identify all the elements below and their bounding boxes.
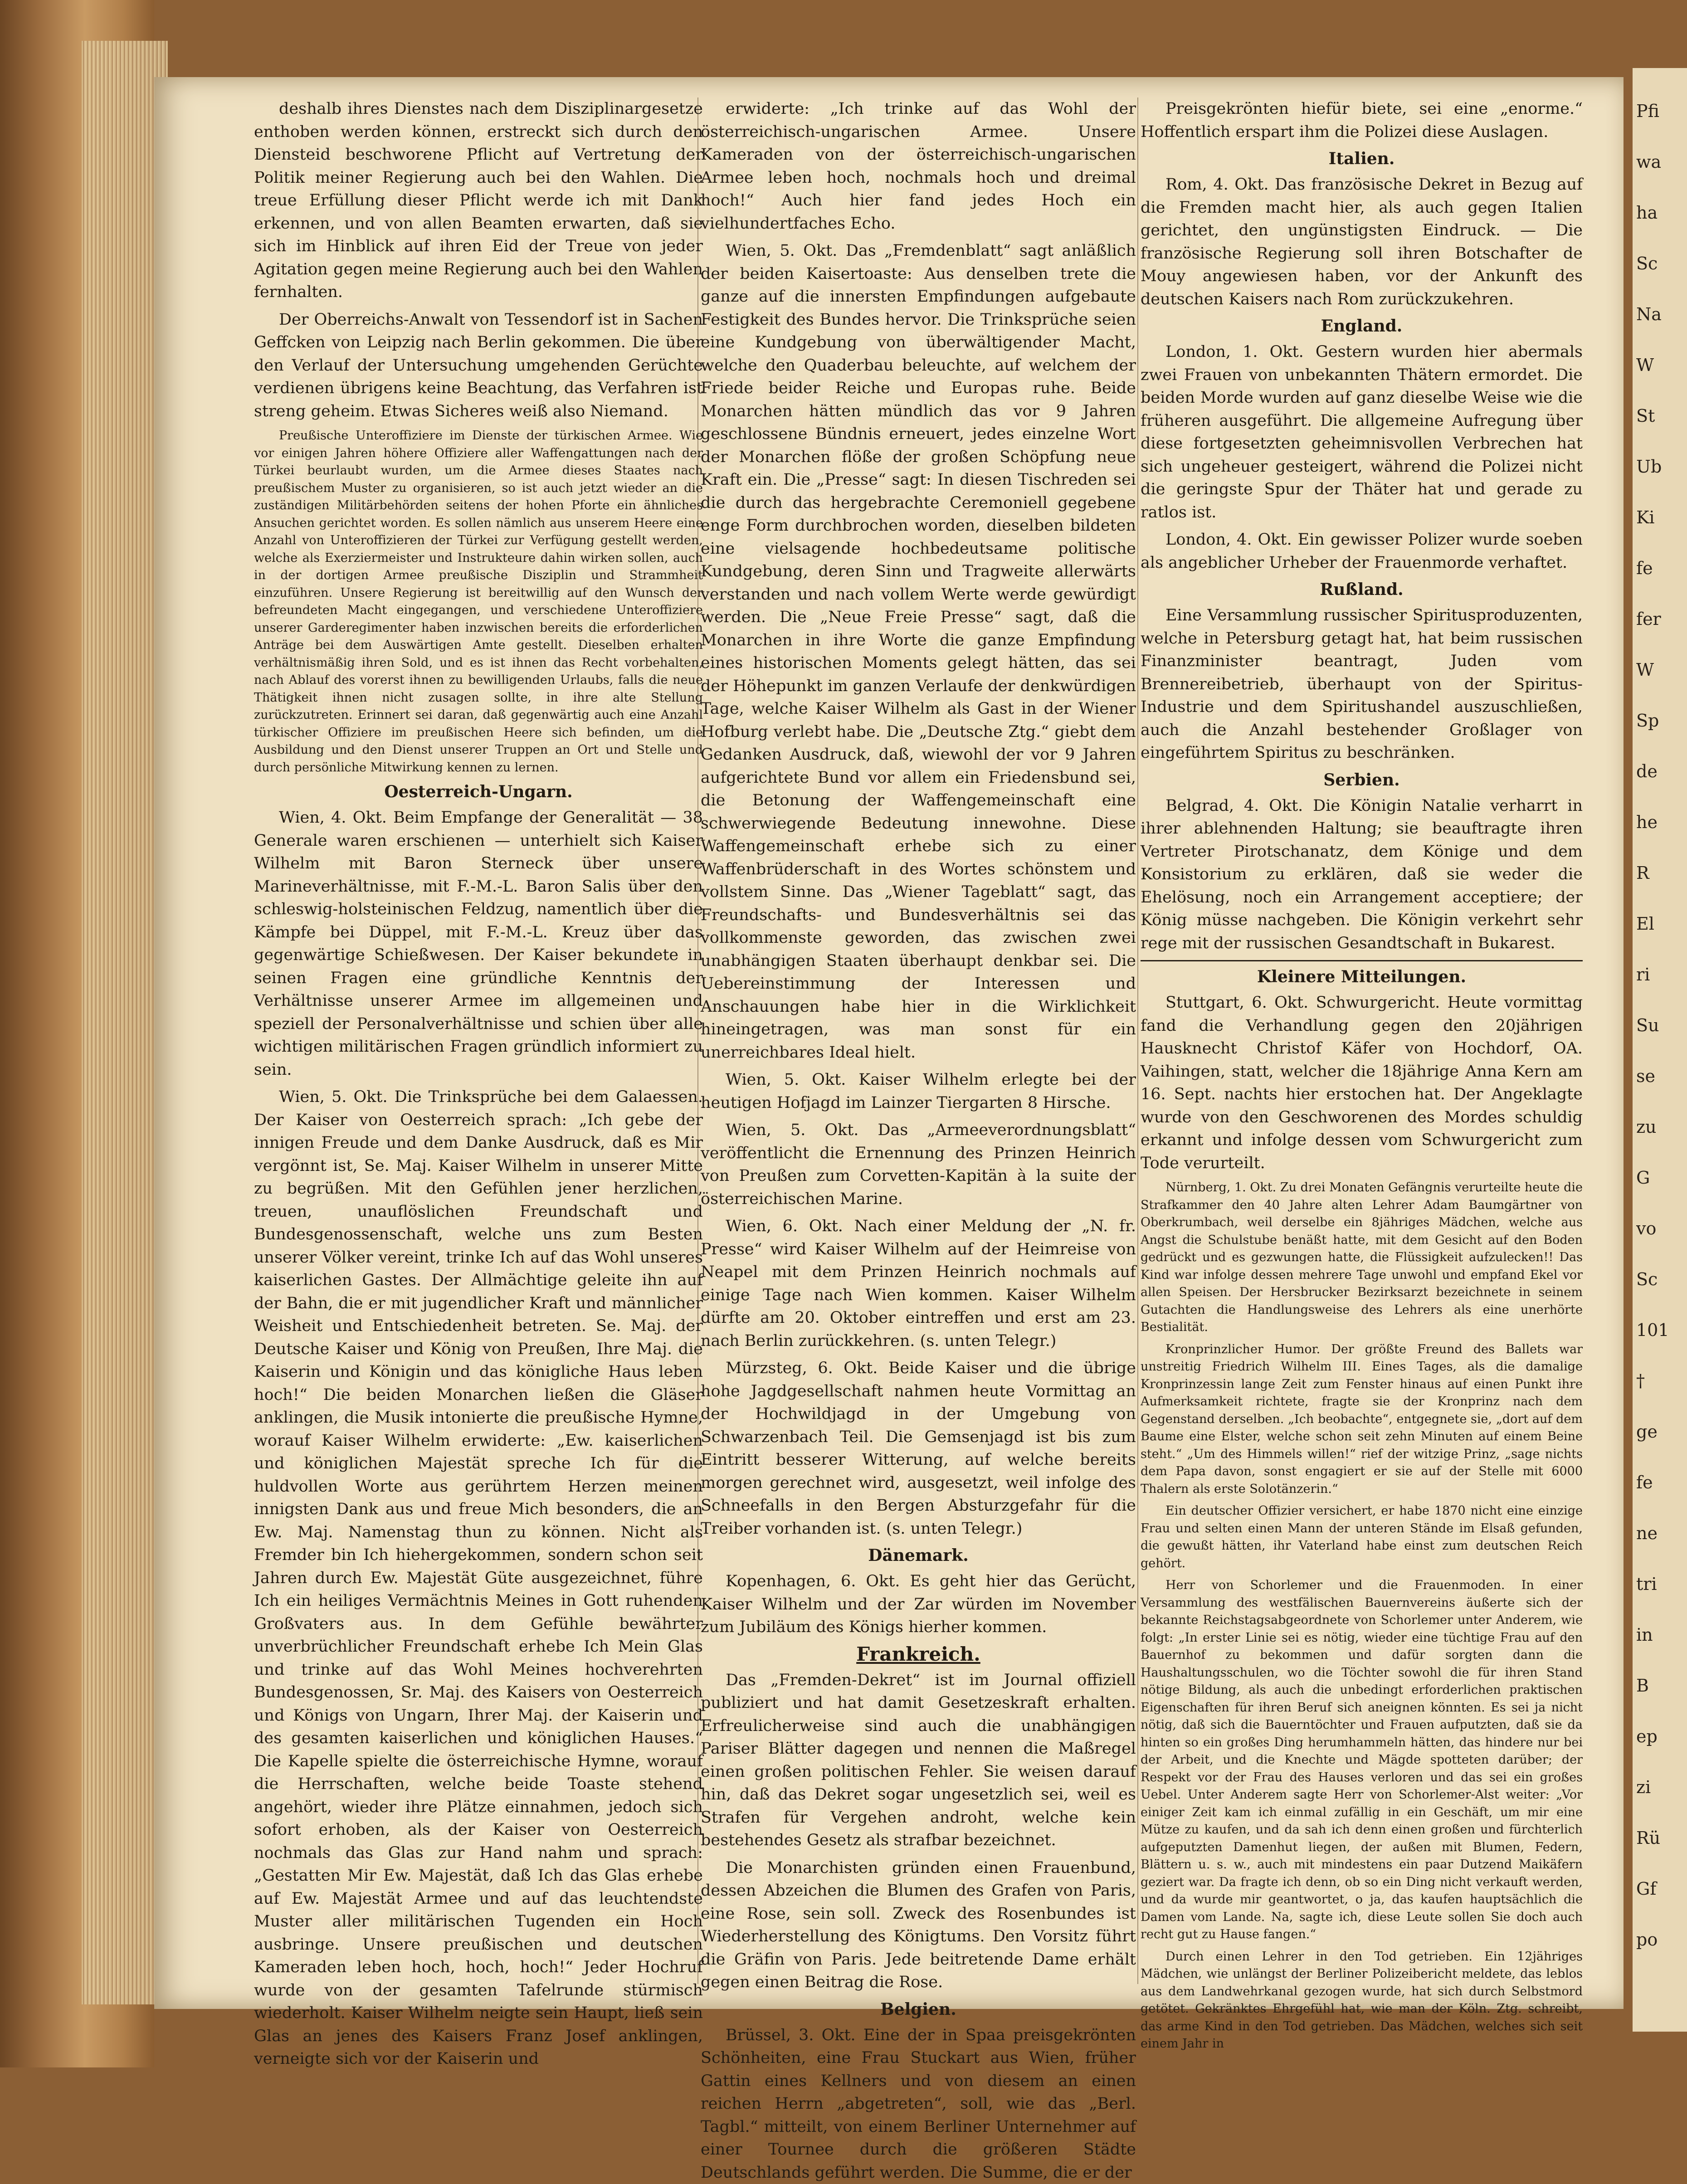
article-paragraph: Mürzsteg, 6. Okt. Beide Kaiser und die übrige hohe Jagdgesellschaft nahmen heute Vormittag an der Hochwildjagd in der Umgebung von Schwarzenbach Teil. Die Gemsenjagd ist bis zum Eintritt besserer Witterung, auf welche bereits morgen gerechnet wird, ausgesetzt, weil infolge des Schneefalls in den Bergen Absturzgefahr für die Treiber vorhanden ist. (s. unten Telegr.): [701, 1357, 1136, 1540]
edge-fragment: B: [1636, 1674, 1649, 1697]
edge-fragment: se: [1636, 1065, 1655, 1087]
article-paragraph: London, 4. Okt. Ein gewisser Polizer wurde soeben als angeblicher Urheber der Frauenmorde verhaftet.: [1141, 528, 1583, 574]
article-paragraph: Wien, 4. Okt. Beim Empfange der Generalität — 38 Generale waren erschienen — unterhielt sich Kaiser Wilhelm mit Baron Sterneck über unsere Marineverhältnisse, mit F.-M.-L. Baron Salis über den schleswig-holsteinischen Feldzug, namentlich über die Kämpfe bei Düppel, mit F.-M.-L. Kreuz über das gegenwärtige Schießwesen. Der Kaiser bekundete in seinen Fragen eine gründliche Kenntnis der Verhältnisse unserer Armee im allgemeinen und speziell der Personalverhältnisse und schien über alle wichtigen militärischen Fragen gründlich informiert zu sein.: [254, 806, 703, 1081]
article-paragraph: Eine Versammlung russischer Spiritusproduzenten, welche in Petersburg getagt hat, hat beim russischen Finanzminister beantragt, Juden vom Brennereibetrieb, überhaupt von der Spiritus-Industrie und dem Spiritushandel auszuschließen, auch die Anzahl bestehender Großlager von eingeführtem Spiritus zu beschränken.: [1141, 604, 1583, 765]
article-paragraph: Wien, 5. Okt. Die Trinksprüche bei dem Galaessen. Der Kaiser von Oesterreich sprach: „Ich gebe der innigen Freude und dem Danke Ausdruck, daß es Mir vergönnt ist, Se. Maj. Kaiser Wilhelm in unserer Mitte zu begrüßen. Mit den Gefühlen jener herzlichen, treuen, unauflöslichen Freundschaft und Bundesgenossenschaft, welche uns zum Besten unserer Völker vereint, trinke Ich auf das Wohl unseres kaiserlichen Gastes. Der Allmächtige geleite ihn auf der Bahn, die er mit jugendlicher Kraft und männlicher Weisheit und Entschiedenheit betreten. Se. Maj. der Deutsche Kaiser und König von Preußen, Ihre Maj. die Kaiserin und Königin und das königliche Haus leben hoch!“ Die beiden Monarchen ließen die Gläser anklingen, die Musik intonierte die preußische Hymne, worauf Kaiser Wilhelm erwiderte: „Ew. kaiserlichen und königlichen Majestät spreche Ich für die huldvollen Worte aus gerührtem Herzen meinen innigsten Dank aus und freue Mich besonders, die an Ew. Maj. Namenstag thun zu können. Nicht als Fremder bin Ich hiehergekommen, sondern schon seit Jahren durch Ew. Majestät Güte ausgezeichnet, führe Ich ein heiliges Vermächtnis Meines in Gott ruhenden Großvaters aus. In dem Gefühle bewährter unverbrüchlicher Freundschaft erhebe Ich Mein Glas und trinke auf das Wohl Meines hochverehrten Bundesgenossen, Sr. Maj. des Kaisers von Oesterreich und Königs von Ungarn, Ihrer Maj. der Kaiserin und des gesamten kaiserlichen und königlichen Hauses.“ Die Kapelle spielte die österreichische Hymne, worauf die Herrschaften, welche beide Toaste stehend angehört, wieder ihre Plätze einnahmen, jedoch sich sofort erhoben, als der Kaiser von Oesterreich nochmals das Glas zur Hand nahm und sprach: „Gestatten Mir Ew. Majestät, daß Ich das Glas erhebe auf Ew. Majestät Armee und auf das leuchtendste Muster aller militärischen Tugenden ein Hoch ausbringe. Unsere preußischen und deutschen Kameraden leben hoch, hoch, hoch!“ Jeder Hochruf wurde von der gesamten Tafelrunde stürmisch wiederholt. Kaiser Wilhelm neigte sein Haupt, ließ sein Glas an jenes des Kaisers Franz Josef anklingen, verneigte sich vor der Kaiserin und: [254, 1086, 703, 2071]
edge-fragment: po: [1636, 1928, 1658, 1951]
article-paragraph: Das „Fremden-Dekret“ ist im Journal offiziell publiziert und hat damit Gesetzeskraft erhalten. Erfreulicherweise sind auch die unabhängigen Pariser Blätter dagegen und nennen die Maßregel einen großen politischen Fehler. Sie weisen darauf hin, daß das Dekret sogar ungesetzlich sei, weil es Strafen für Vergehen androht, welche kein bestehendes Gesetz als strafbar bezeichnet.: [701, 1669, 1136, 1852]
edge-fragment: Sc: [1636, 252, 1658, 275]
column-2: [701, 98, 1136, 1984]
article-paragraph: Ein deutscher Offizier versichert, er habe 1870 nicht eine einzige Frau und selten einen Mann der unteren Stände im Elsaß gefunden, die gewußt hätten, ihr Vaterland habe einst zum deutschen Reich gehört.: [1141, 1502, 1583, 1572]
edge-fragment: he: [1636, 811, 1658, 834]
section-heading: Belgien.: [701, 1999, 1136, 2020]
edge-fragment: †: [1636, 1370, 1645, 1392]
article-paragraph: Stuttgart, 6. Okt. Schwurgericht. Heute vormittag fand die Verhandlung gegen den 20jährigen Hausknecht Christof Käfer von Hochdorf, OA. Vaihingen, statt, welcher die 18jährige Anna Kern am 16. Sept. nachts hier erstochen hat. Der Angeklagte wurde von den Geschworenen des Mordes schuldig erkannt und infolge dessen vom Schwurgericht zum Tode verurteilt.: [1141, 991, 1583, 1175]
section-heading: England.: [1141, 315, 1583, 337]
column-rule: [1137, 98, 1138, 1984]
section-heading: Serbien.: [1141, 769, 1583, 791]
section-heading: Oesterreich-Ungarn.: [254, 781, 703, 803]
edge-fragment: Su: [1636, 1014, 1659, 1037]
article-paragraph: Wien, 6. Okt. Nach einer Meldung der „N. fr. Presse“ wird Kaiser Wilhelm auf der Heimreise von Neapel mit dem Prinzen Heinrich nochmals auf einige Tage nach Wien kommen. Kaiser Wilhelm dürfte am 20. Oktober eintreffen und erst am 23. nach Berlin zurückkehren. (s. unten Telegr.): [701, 1215, 1136, 1352]
edge-fragment: W: [1636, 354, 1654, 376]
edge-fragment: vo: [1636, 1217, 1656, 1240]
article-paragraph: Preußische Unteroffiziere im Dienste der türkischen Armee. Wie vor einigen Jahren höhere Offiziere aller Waffengattungen nach der Türkei beurlaubt wurden, um die Armee dieses Staates nach preußischem Muster zu organisieren, so ist auch jetzt wieder an die zuständigen Militärbehörden seitens der hohen Pforte ein ähnliches Ansuchen gerichtet worden. Es sollen nämlich aus unserem Heere eine Anzahl von Unteroffizieren der Türkei zur Verfügung gestellt werden, welche als Exerziermeister und Instrukteure dahin wirken sollen, auch in der dortigen Armee preußische Disziplin und Strammheit einzuführen. Unsere Regierung ist bereitwillig auf den Wunsch der befreundeten Macht eingegangen, und verschiedene Unteroffiziere unserer Garderegimenter haben inzwischen bereits die erforderlichen Anträge bei dem Auswärtigen Amte gestellt. Dieselben erhalten verhältnismäßig ihren Sold, und es ist ihnen das Recht vorbehalten, nach Ablauf des vorerst ihnen zu bewilligenden Urlaubs, falls die neue Thätigkeit ihnen nicht zusagen sollte, in ihre alte Stellung zurückzutreten. Erinnert sei daran, daß gegenwärtig auch eine Anzahl türkischer Offiziere im preußischen Heere sich befinden, um die Ausbildung und den Dienst unserer Truppen an Ort und Stelle und durch persönliche Mitwirkung kennen zu lernen.: [254, 427, 703, 776]
article-paragraph: Wien, 5. Okt. Das „Fremdenblatt“ sagt anläßlich der beiden Kaisertoaste: Aus denselben trete die ganze auf die innersten Empfindungen aufgebaute Festigkeit des Bundes hervor. Die Trinksprüche seien eine Kundgebung von überwältigender Macht, welche den Quaderbau beleuchte, auf welchem der Friede beider Reiche und Europas ruhe. Beide Monarchen hätten mündlich das vor 9 Jahren geschlossene Bündnis erneuert, jedes einzelne Wort der Monarchen flöße der großen Schöpfung neue Kraft ein. Die „Presse“ sagt: In diesen Tischreden sei die durch das hergebrachte Ceremoniell gegebene enge Form durchbrochen worden, dieselben bildeten eine vielsagende hochbedeutsame politische Kundgebung, deren Sinn und Tragweite allerwärts verstanden und nach vollem Werte werde gewürdigt werden. Die „Neue Freie Presse“ sagt, daß die Monarchen in ihre Worte die ganze Empfindung eines historischen Moments gelegt hätten, das sei der Höhepunkt im ganzen Verlaufe der denkwürdigen Tage, welche Kaiser Wilhelm als Gast in der Wiener Hofburg verlebt habe. Die „Deutsche Ztg.“ giebt dem Gedanken Ausdruck, daß, wiewohl der vor 9 Jahren aufgerichtete Bund vor allem ein Friedensbund sei, die Betonung der Waffengemeinschaft eine schwerwiegende Bedeutung innewohne. Diese Waffengemeinschaft erhebe sich zu einer Waffenbrüderschaft in des Wortes schönstem und vollstem Sinne. Das „Wiener Tageblatt“ sagt, das Freundschafts- und Bundesverhältnis sei das vollkommenste geworden, das zwischen zwei unabhängigen Staaten überhaupt denkbar sei. Die Uebereinstimmung der Interessen und Anschauungen habe hier in die Wirklichkeit hineingetragen, was man sonst für ein unerreichbares Ideal hielt.: [701, 239, 1136, 1064]
edge-fragment: zu: [1636, 1116, 1657, 1138]
edge-fragment: 101: [1636, 1319, 1669, 1341]
article-paragraph: Kronprinzlicher Humor. Der größte Freund des Ballets war unstreitig Friedrich Wilhelm III. Eines Tages, als die damalige Kronprinzessin lange Zeit zum Fenster hinaus auf einen Punkt ihre Aufmerksamkeit richtete, fragte sie der Kronprinz nach dem Gegenstand derselben. „Ich beobachte“, entgegnete sie, „dort auf dem Baume eine Elster, welche schon seit zehn Minuten auf einem Beine steht.“ „Um des Himmels willen!“ rief der witzige Prinz, „sage nichts dem Papa davon, sonst engagiert er sie auf der Stelle mit 6000 Thalern als erste Solotänzerin.“: [1141, 1341, 1583, 1498]
edge-fragment: St: [1636, 405, 1655, 427]
section-heading: Rußland.: [1141, 579, 1583, 600]
section-divider: [1141, 960, 1583, 961]
edge-fragment: Ub: [1636, 455, 1662, 478]
edge-fragment: El: [1636, 912, 1654, 935]
edge-fragment: G: [1636, 1166, 1650, 1189]
edge-fragment: wa: [1636, 151, 1661, 173]
edge-fragment: fer: [1636, 608, 1661, 630]
article-paragraph: Wien, 5. Okt. Kaiser Wilhelm erlegte bei der heutigen Hofjagd im Lainzer Tiergarten 8 Hirsche.: [701, 1068, 1136, 1114]
article-paragraph: Kopenhagen, 6. Okt. Es geht hier das Gerücht, Kaiser Wilhelm und der Zar würden im November zum Jubiläum des Königs hierher kommen.: [701, 1570, 1136, 1639]
section-heading: Italien.: [1141, 148, 1583, 170]
edge-fragment: fe: [1636, 557, 1653, 580]
section-heading: Kleinere Mitteilungen.: [1141, 966, 1583, 988]
edge-fragment: R: [1636, 862, 1649, 884]
article-paragraph: Belgrad, 4. Okt. Die Königin Natalie verharrt in ihrer ablehnenden Haltung; sie beauftragte ihren Vertreter Pirotschanatz, dem Könige und dem Konsistorium zu erklären, daß sie weder die Ehelösung, noch ein Arrangement acceptiere; der König müsse nachgeben. Die Königin verkehrt sehr rege mit der russischen Gesandtschaft in Bukarest.: [1141, 795, 1583, 955]
edge-fragment: zi: [1636, 1776, 1651, 1799]
article-paragraph: erwiderte: „Ich trinke auf das Wohl der österreichisch-ungarischen Armee. Unsere Kameraden von der österreichisch-ungarischen Armee leben hoch, nochmals hoch und dreimal hoch!“ Auch hier fand jedes Hoch ein vielhundertfaches Echo.: [701, 98, 1136, 235]
article-paragraph: deshalb ihres Dienstes nach dem Disziplinargesetze enthoben werden können, erstreckt sich durch den Diensteid beschworene Pflicht auf Vertretung der Politik meiner Regierung auch bei den Wahlen. Die treue Erfüllung dieser Pflicht werde ich mit Dank erkennen, und von allen Beamten erwarten, daß sie sich im Hinblick auf ihren Eid der Treue von jeder Agitation gegen meine Regierung auch bei den Wahlen fernhalten.: [254, 98, 703, 304]
edge-fragment: ge: [1636, 1420, 1658, 1443]
section-heading: Frankreich.: [701, 1643, 1136, 1665]
article-paragraph: Durch einen Lehrer in den Tod getrieben. Ein 12jähriges Mädchen, wie unlängst der Berliner Polizeibericht meldete, das leblos aus dem Landwehrkanal gezogen wurde, hat sich durch Selbstmord getötet. Gekränktes Ehrgefühl hat, wie man der Köln. Ztg. schreibt, das arme Kind in den Tod getrieben. Das Mädchen, welches sich seit einem Jahr in: [1141, 1948, 1583, 2053]
edge-fragment: Rü: [1636, 1827, 1660, 1849]
edge-fragment: in: [1636, 1623, 1653, 1646]
edge-fragment: ne: [1636, 1522, 1658, 1545]
article-paragraph: Preisgekrönten hiefür biete, sei eine „enorme.“ Hoffentlich erspart ihm die Polizei diese Auslagen.: [1141, 98, 1583, 143]
edge-fragment: W: [1636, 658, 1654, 681]
article-paragraph: Die Monarchisten gründen einen Frauenbund, dessen Abzeichen die Blumen des Grafen von Paris, eine Rose, sein soll. Zweck des Rosenbundes ist Wiederherstellung des Königtums. Den Vorsitz führt die Gräfin von Paris. Jede beitretende Dame erhält gegen einen Beitrag die Rose.: [701, 1857, 1136, 1994]
section-heading: Dänemark.: [701, 1545, 1136, 1566]
article-paragraph: Herr von Schorlemer und die Frauenmoden. In einer Versammlung des westfälischen Bauernvereins äußerte sich der bekannte Reichstagsabgeordnete von Schorlemer unter Anderem, wie folgt: „In erster Linie sei es nötig, wieder eine tüchtige Frau auf den Bauernhof zu bekommen und dafür sorgten dann die Haushaltungsschulen, wo die Töchter sowohl die für ihren Stand nötige Bildung, als auch die unbedingt erforderlichen praktischen Eigenschaften für ihren Beruf sich aneignen könnten. Es sei ja nicht nötig, daß sich die Bauerntöchter und Frauen aufputzten, daß sie da hinten so ein großes Ding herumhammeln hätten, das hindere nur bei der Arbeit, und die Knechte und Mägde spotteten darüber; der Respekt vor der Frau des Hauses verloren und das sei ein großes Uebel. Unter Anderem sagte Herr von Schorlemer-Alst weiter: „Vor einiger Zeit kam ich einmal zufällig in ein Geschäft, um mir eine Mütze zu kaufen, und da sah ich denn einen großen und fürchterlich aufgeputzten Damenhut liegen, der außen mit Blumen, Federn, Blättern u. s. w., auch mit mindestens ein paar Dutzend Maikäfern geziert war. Da fragte ich denn, ob so ein Ding nicht verkauft werden, und da wurde mir geantwortet, o ja, das kaufen hauptsächlich die Damen vom Lande. Na, sagte ich, diese Leute sollen Sie doch auch recht gut zu Hause fangen.“: [1141, 1577, 1583, 1944]
article-paragraph: Brüssel, 3. Okt. Eine der in Spaa preisgekrönten Schönheiten, eine Frau Stuckart aus Wien, früher Gattin eines Kellners und von diesem an einen reichen Herrn „abgetreten“, soll, wie das „Berl. Tagbl.“ mitteilt, von einem Berliner Unternehmer auf einer Tournee durch die größeren Städte Deutschlands geführt werden. Die Summe, die er der: [701, 2024, 1136, 2184]
article-paragraph: Der Oberreichs-Anwalt von Tessendorf ist in Sachen Geffcken von Leipzig nach Berlin gekommen. Die über den Verlauf der Untersuchung umgehenden Gerüchte verdienen übrigens keine Beachtung, das Verfahren ist streng geheim. Etwas Sicheres weiß also Niemand.: [254, 308, 703, 423]
edge-fragment: ep: [1636, 1725, 1658, 1748]
edge-fragment: de: [1636, 760, 1658, 783]
edge-fragment: Sc: [1636, 1268, 1658, 1291]
edge-fragment: Pfi: [1636, 100, 1659, 122]
edge-fragment: fe: [1636, 1471, 1653, 1494]
edge-fragment: Na: [1636, 303, 1662, 326]
article-paragraph: Nürnberg, 1. Okt. Zu drei Monaten Gefängnis verurteilte heute die Strafkammer den 40 Jahre alten Lehrer Adam Baumgärtner von Oberkrumbach, weil derselbe ein 8jähriges Mädchen, welche aus Angst die Schulstube benäßt hatte, mit dem Gesicht auf den Boden gedrückt und es gezwungen hatte, die Flüssigkeit aufzulecken!! Das Kind war infolge dessen mehrere Tage unwohl und empfand Ekel vor allen Speisen. Der Hersbrucker Bezirksarzt bezeichnete in seinem Gutachten die Handlungsweise des Lehrers als eine unerhörte Bestialität.: [1141, 1179, 1583, 1336]
edge-fragment: Ki: [1636, 506, 1655, 529]
column-1: [254, 98, 703, 1984]
edge-fragment: tri: [1636, 1573, 1657, 1595]
article-paragraph: London, 1. Okt. Gestern wurden hier abermals zwei Frauen von unbekannten Thätern ermordet. Die beiden Morde wurden auf ganz dieselbe Weise wie die früheren ausgeführt. Die allgemeine Aufregung über diese fortgesetzten geheimnisvollen Verbrechen hat sich ungeheuer gesteigert, während die Polizei nicht die geringste Spur der Thäter hat und gerade zu ratlos ist.: [1141, 341, 1583, 524]
article-paragraph: Wien, 5. Okt. Das „Armeeverordnungsblatt“ veröffentlicht die Ernennung des Prinzen Heinrich von Preußen zum Corvetten-Kapitän à la suite der österreichischen Marine.: [701, 1119, 1136, 1210]
edge-fragment: Sp: [1636, 709, 1659, 732]
next-page-edge: [1633, 68, 1687, 2032]
edge-fragment: ha: [1636, 201, 1658, 224]
edge-fragment: Gf: [1636, 1877, 1656, 1900]
article-paragraph: Rom, 4. Okt. Das französische Dekret in Bezug auf die Fremden macht hier, als auch gegen Italien gerichtet, den ungünstigsten Eindruck. — Die französische Regierung soll ihren Botschafter de Mouy angewiesen haben, vor der Ankunft des deutschen Kaisers nach Rom zurückzukehren.: [1141, 173, 1583, 311]
column-3: [1141, 98, 1583, 1984]
edge-fragment: ri: [1636, 963, 1650, 986]
